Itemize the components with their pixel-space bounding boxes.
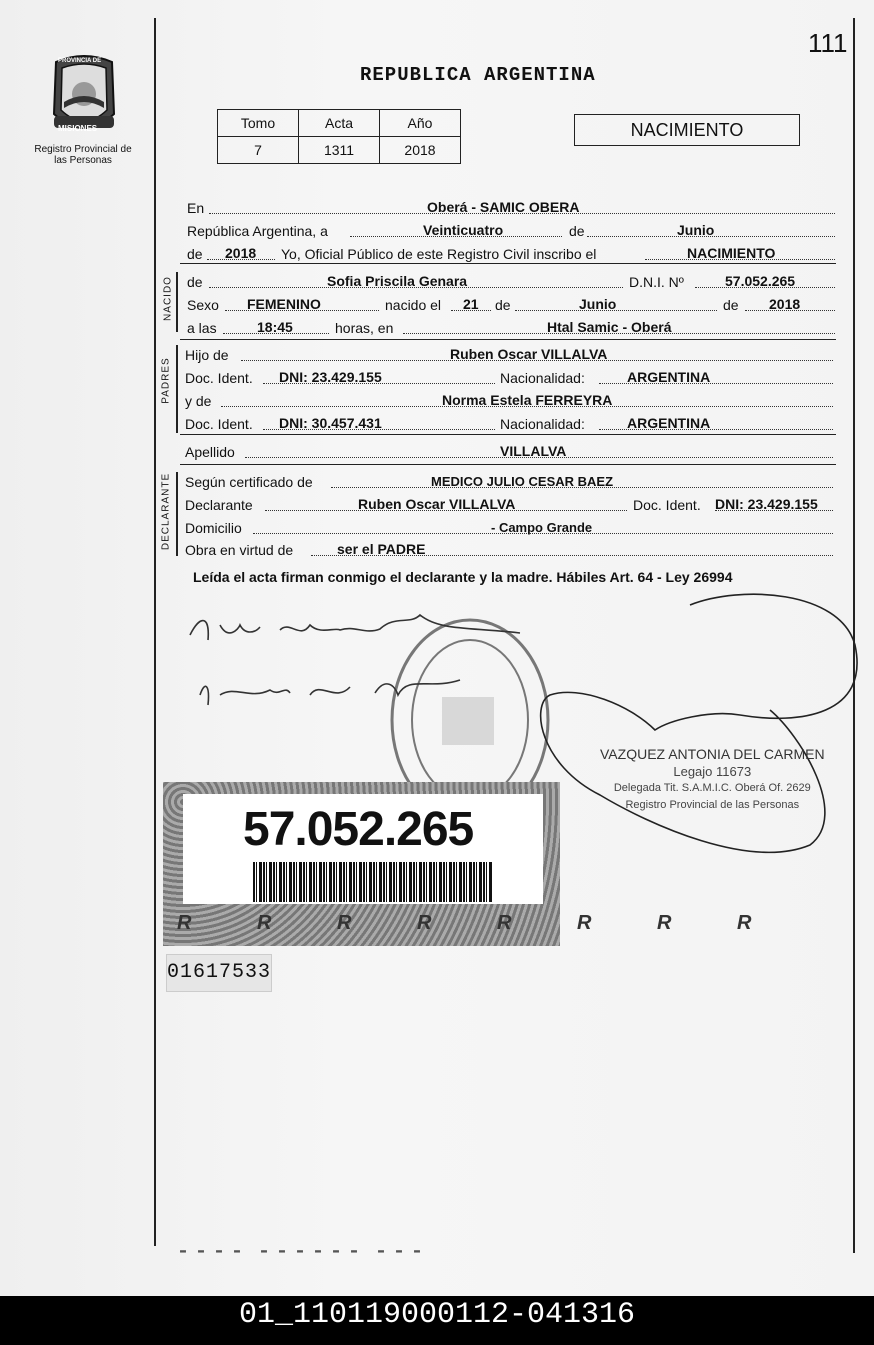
father-doc-value: DNI: 23.429.155 [279,369,382,385]
father-name-value: Ruben Oscar VILLALVA [450,346,608,362]
obra-value: ser el PADRE [337,541,426,557]
padres-bracket [176,345,178,433]
act-word-value: NACIMIENTO [687,245,776,261]
republica-label: República Argentina, a [187,223,328,239]
signature-2-icon [200,680,460,705]
row-declarante [185,493,833,513]
official-legajo: Legajo 11673 [673,764,752,779]
row-obra [185,538,833,558]
nacido-el-label: nacido el [385,297,442,313]
decl-doc-label: Doc. Ident. [633,497,701,513]
row-apellido [185,440,833,460]
serial-number: 01617533 [166,954,272,992]
official-stamp [600,746,825,814]
padres-section-label: PADRES [160,357,172,404]
birth-place-value: Htal Samic - Oberá [547,319,672,335]
barcode-label-inner [183,794,543,904]
day-text-value: Veinticuatro [423,222,504,238]
mother-nat-value: ARGENTINA [627,415,711,431]
mother-name-value: Norma Estela FERREYRA [442,392,613,408]
apellido-label: Apellido [185,444,235,460]
decl-label: Declarante [185,497,253,513]
official-name: VAZQUEZ ANTONIA DEL CARMEN [600,746,825,762]
sexo-label: Sexo [187,297,219,313]
de-year-label: de [723,297,739,313]
row-hijo [185,343,833,363]
mother-doc-label: Doc. Ident. [185,416,253,432]
nacido-bracket [176,272,178,332]
row-hora [187,316,835,336]
anio-value: 2018 [380,137,461,164]
emblem-bottom-text: MISIONES [58,124,98,133]
cert-label: Según certificado de [185,474,313,490]
registry-caption: Registro Provincial de las Personas [34,144,132,166]
de-label: de [569,223,585,239]
acta-value: 1311 [299,137,380,164]
dom-label: Domicilio [185,520,242,536]
act-type-box: NACIMIENTO [574,114,800,146]
row-nacido-name [187,270,835,290]
child-dni-value: 57.052.265 [725,273,796,289]
dni-label: D.N.I. Nº [629,274,684,290]
row-certificado [185,470,833,490]
birth-month-value: Junio [579,296,617,312]
cert-value: MEDICO JULIO CESAR BAEZ [431,474,614,489]
year-value: 2018 [225,245,257,261]
obra-label: Obra en virtud de [185,542,294,558]
father-nat-label: Nacionalidad: [500,370,585,386]
dom-value: - Campo Grande [491,520,593,535]
official-org: Registro Provincial de las Personas [625,799,800,811]
divider-padres-top [180,339,836,340]
tomo-value: 7 [218,137,299,164]
time-value: 18:45 [257,319,293,335]
row-mother-doc [185,412,833,432]
father-nat-value: ARGENTINA [627,369,711,385]
en-label: En [187,200,205,216]
month-value: Junio [677,222,715,238]
divider-nacido-top [180,263,836,264]
decl-doc-value: DNI: 23.429.155 [715,496,818,512]
document-heading: REPUBLICA ARGENTINA [360,64,596,86]
place-value: Oberá - SAMIC OBERA [427,199,580,215]
nacido-section-label: NACIDO [162,276,174,321]
mother-nat-label: Nacionalidad: [500,416,585,432]
horas-label: horas, en [335,320,394,336]
security-pattern-row: R R R R R R R R [177,912,782,934]
declarante-bracket [176,472,178,556]
de-birth-label: de [495,297,511,313]
decl-value: Ruben Oscar VILLALVA [358,496,516,512]
barcode-number: 57.052.265 [243,803,474,856]
acta-header: Acta [299,110,380,137]
a-las-label: a las [187,320,217,336]
row-republica [187,219,835,239]
sexo-value: FEMENINO [247,296,321,312]
record-reference-table [217,109,461,164]
row-father-doc [185,366,833,386]
row-sexo [187,293,835,313]
de-name-label: de [187,274,203,290]
divider-declarante-top [180,464,836,465]
birth-year-value: 2018 [769,296,801,312]
official-role: Delegada Tit. S.A.M.I.C. Oberá Of. 2629 [613,782,811,794]
hijo-label: Hijo de [185,347,229,363]
de2-label: de [187,246,203,262]
cutoff-marks: ▬ ▬ ▬ ▬ ▬ ▬ ▬ ▬ ▬ ▬ ▬ ▬ ▬ [180,1246,424,1257]
page-number: 111 [808,28,848,58]
father-doc-label: Doc. Ident. [185,370,253,386]
apellido-value: VILLALVA [500,443,567,459]
closing-statement: Leída el acta firman conmigo el declarante y la madre. Hábiles Art. 64 - Ley 26994 [193,569,733,585]
row-year [187,242,835,262]
child-name-value: Sofia Priscila Genara [327,273,468,289]
row-domicilio [185,516,833,536]
officer-text: Yo, Oficial Público de este Registro Civil inscribo el [281,246,597,262]
mother-doc-value: DNI: 30.457.431 [279,415,382,431]
tomo-header: Tomo [218,110,299,137]
emblem-top-text: PROVINCIA DE [58,58,102,64]
y-de-label: y de [185,393,212,409]
divider-apellido-top [180,434,836,435]
row-ydde [185,389,833,409]
anio-header: Año [380,110,461,137]
document-footer-id: 01_110119000112-041316 [0,1296,874,1345]
declarante-section-label: DECLARANTE [160,472,172,551]
row-en [187,196,835,216]
barcode-icon [253,862,493,902]
birth-day-value: 21 [463,296,479,312]
